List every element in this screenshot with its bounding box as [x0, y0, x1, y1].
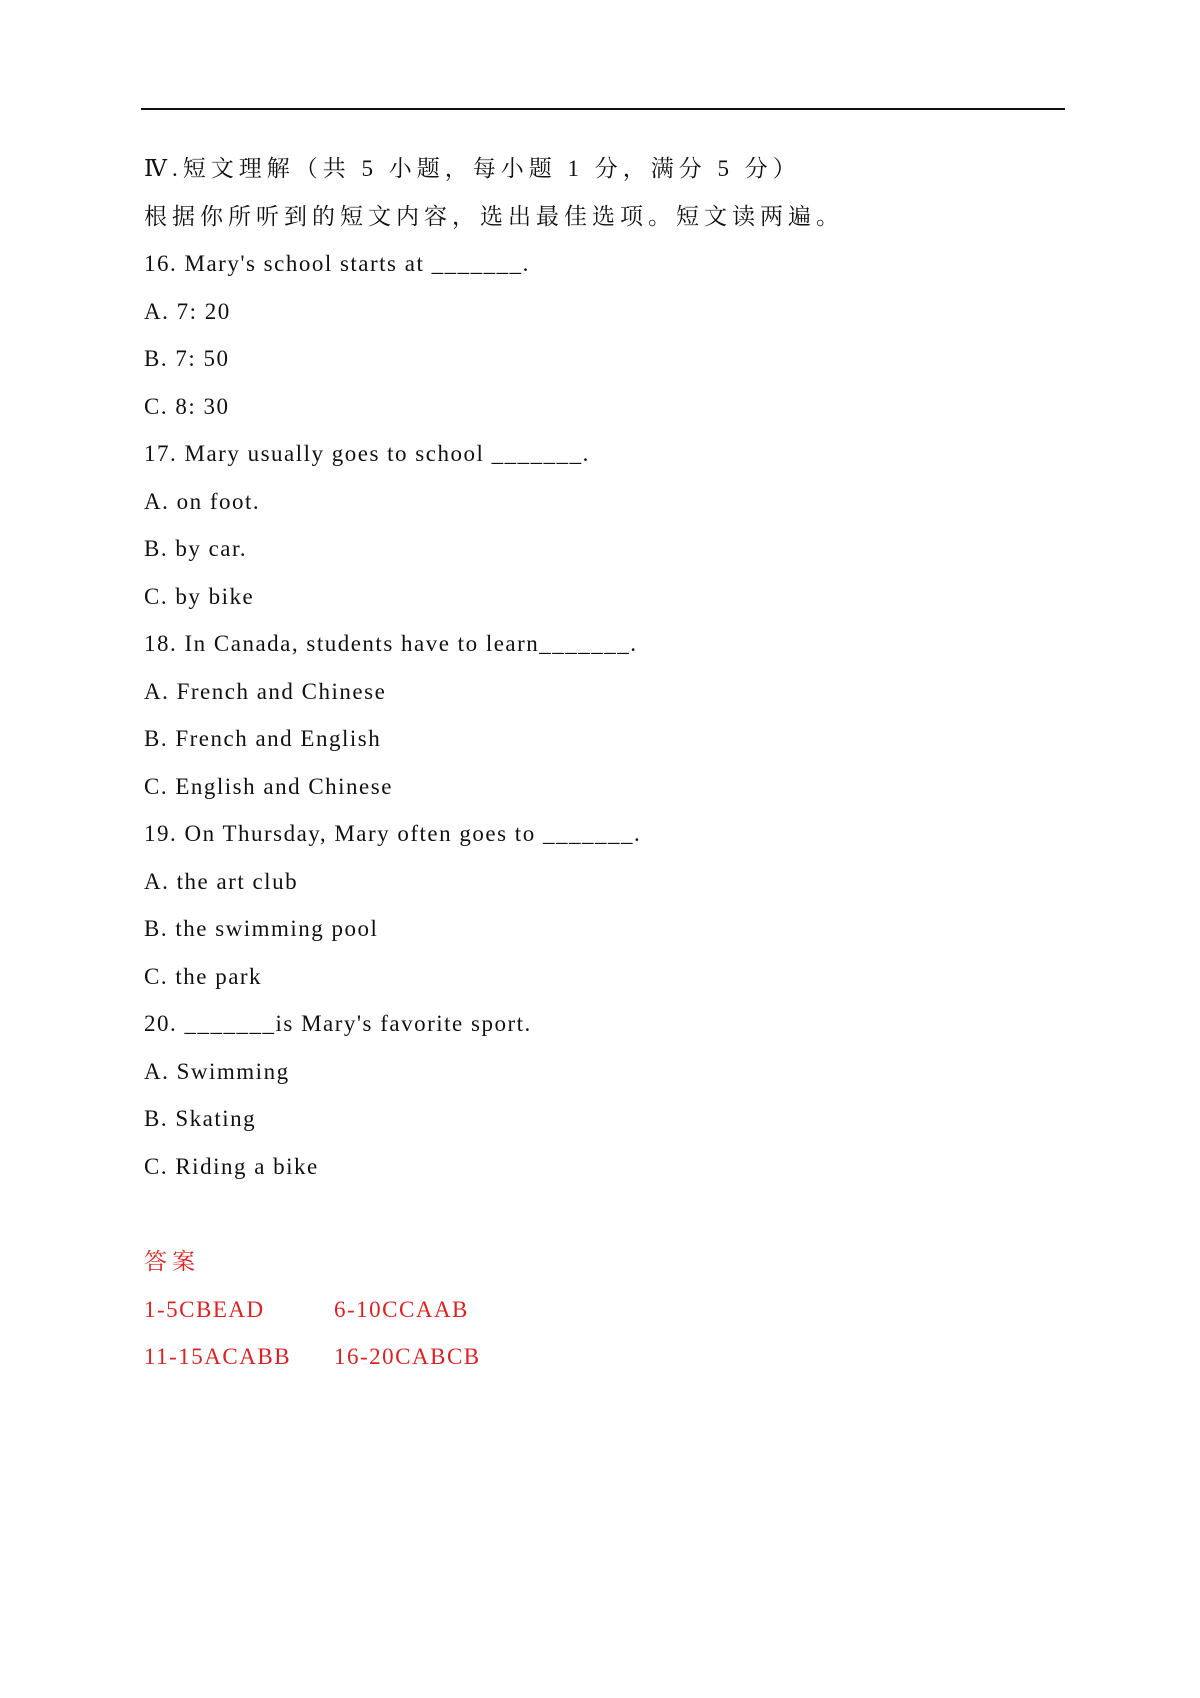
answer-range: 16-20CABCB: [334, 1344, 481, 1369]
answer-heading: 答案: [144, 1249, 200, 1274]
answer-row: [144, 1333, 1064, 1381]
answer-range: 11-15ACABB: [144, 1344, 292, 1369]
question-stem: 16. Mary's school starts at _______.: [144, 251, 530, 276]
header-rule: [141, 108, 1065, 110]
document-body: [144, 145, 1064, 1381]
section-instruction: 根据你所听到的短文内容，选出最佳选项。短文读两遍。: [144, 203, 844, 229]
option-a: A. Swimming: [144, 1058, 290, 1084]
option-a: A. the art club: [144, 868, 299, 894]
question-stem: 17. Mary usually goes to school _______.: [144, 441, 590, 466]
question-19: [144, 810, 1064, 1000]
question-17: [144, 430, 1064, 620]
option-c: C. 8: 30: [144, 393, 230, 419]
option-b: B. 7: 50: [144, 346, 230, 371]
answer-range: 1-5CBEAD: [144, 1296, 265, 1322]
option-c: C. by bike: [144, 583, 255, 609]
option-b: B. by car.: [144, 536, 248, 561]
option-a: A. French and Chinese: [144, 678, 387, 704]
option-c: C. English and Chinese: [144, 773, 393, 799]
question-stem: 19. On Thursday, Mary often goes to _______.: [144, 821, 642, 846]
option-c: C. the park: [144, 963, 263, 989]
option-b: B. French and English: [144, 726, 382, 751]
answer-range: 6-10CCAAB: [334, 1296, 469, 1322]
question-stem: 20. _______is Mary's favorite sport.: [144, 1011, 532, 1036]
answer-row: [144, 1286, 1064, 1334]
option-a: A. 7: 20: [144, 298, 231, 324]
spacer: [144, 1190, 1064, 1238]
option-a: A. on foot.: [144, 488, 261, 514]
option-b: B. Skating: [144, 1106, 257, 1131]
option-c: C. Riding a bike: [144, 1153, 319, 1179]
option-b: B. the swimming pool: [144, 916, 379, 941]
question-20: [144, 1000, 1064, 1190]
question-18: [144, 620, 1064, 810]
question-16: [144, 240, 1064, 430]
section-title: Ⅳ.短文理解（共 5 小题，每小题 1 分，满分 5 分）: [144, 156, 801, 181]
question-stem: 18. In Canada, students have to learn_______.: [144, 631, 638, 656]
